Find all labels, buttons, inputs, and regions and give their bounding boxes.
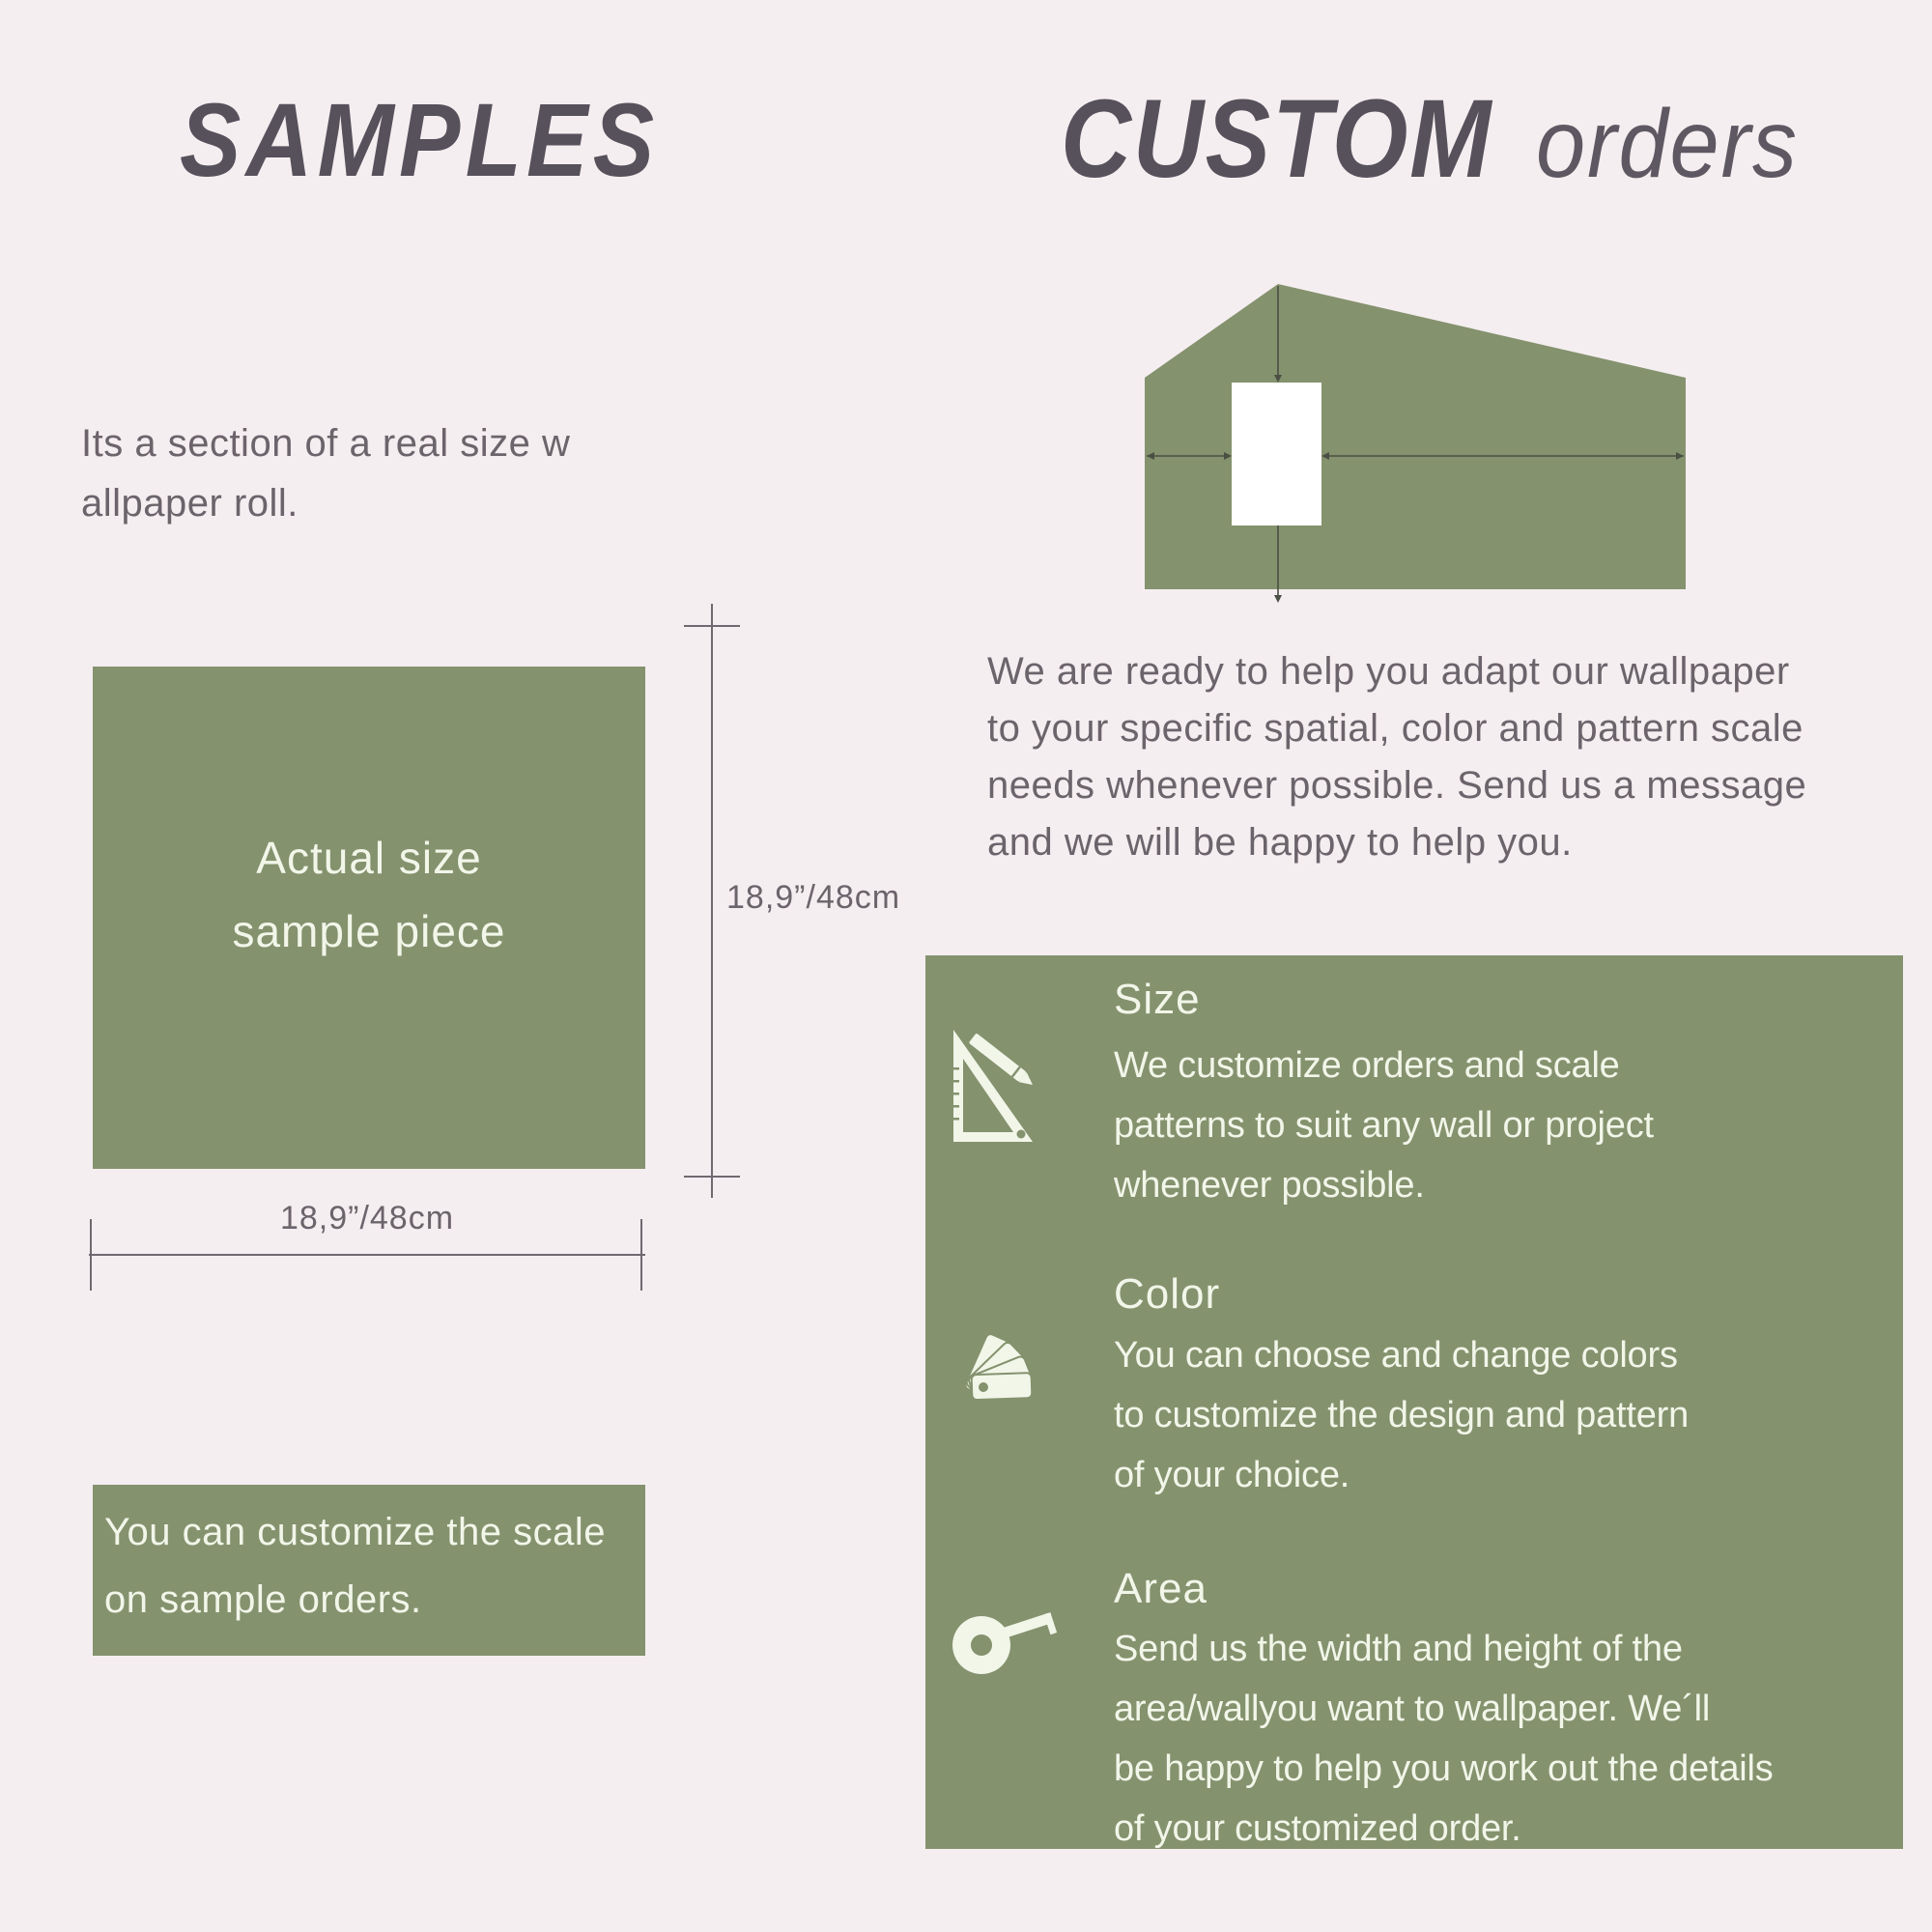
sample-note-line: You can customize the scale [104,1511,606,1553]
horizontal-dimension-tick-left [90,1219,92,1291]
feature-size-line: whenever possible. [1114,1165,1425,1206]
samples-intro-line: Its a section of a real size w [81,422,571,465]
vertical-dimension-label: 18,9”/48cm [726,879,901,916]
custom-intro-line: to your specific spatial, color and pattern scale [987,707,1804,750]
vertical-dimension-tick-top [684,625,740,627]
set-square-pencil-icon [950,1024,1056,1148]
horizontal-dimension-tick-right [640,1219,642,1291]
vertical-dimension-line [711,604,713,1198]
samples-intro [81,413,570,533]
tape-measure-icon [947,1589,1067,1681]
feature-area-text [1114,1619,1774,1859]
sample-note-box [93,1485,645,1656]
sample-square-label-line: sample piece [232,906,506,956]
feature-size-line: We customize orders and scale [1114,1045,1620,1086]
feature-area-heading: Area [1114,1565,1208,1612]
feature-area-line: of your customized order. [1114,1808,1521,1849]
feature-color-heading: Color [1114,1270,1221,1318]
sample-square-label [93,821,645,968]
custom-intro-line: needs whenever possible. Send us a message [987,764,1807,807]
feature-area-line: Send us the width and height of the [1114,1629,1683,1669]
feature-color-line: to customize the design and pattern [1114,1395,1690,1435]
custom-intro-line: and we will be happy to help you. [987,821,1573,864]
house-diagram [1145,284,1686,605]
custom-title-suffix: orders [1536,90,1799,198]
feature-size-heading: Size [1114,976,1201,1023]
house-door [1232,383,1321,526]
custom-features-panel [925,955,1903,1849]
sample-square [93,667,645,1169]
feature-area-line: area/wallyou want to wallpaper. We´ll [1114,1689,1711,1729]
vertical-dimension-tick-bottom [684,1176,740,1178]
feature-color-text [1114,1325,1689,1505]
custom-intro-line: We are ready to help you adapt our wallpaper [987,650,1790,693]
house-shape [1145,284,1686,589]
feature-size-text [1114,1036,1654,1215]
custom-title: CUSTOM [1061,77,1493,201]
custom-intro [987,643,1806,871]
sample-note-line: on sample orders. [104,1578,422,1621]
horizontal-dimension-label: 18,9”/48cm [279,1200,455,1236]
sample-square-label-line: Actual size [256,833,482,883]
horizontal-dimension-line [89,1254,645,1256]
feature-area-line: be happy to help you work out the details [1114,1748,1774,1789]
sample-note-text [93,1485,645,1634]
samples-title: SAMPLES [180,81,660,198]
samples-intro-line: allpaper roll. [81,482,298,525]
feature-color-line: of your choice. [1114,1455,1350,1495]
feature-color-line: You can choose and change colors [1114,1335,1678,1376]
color-swatches-icon [954,1299,1061,1406]
feature-size-line: patterns to suit any wall or project [1114,1105,1654,1146]
